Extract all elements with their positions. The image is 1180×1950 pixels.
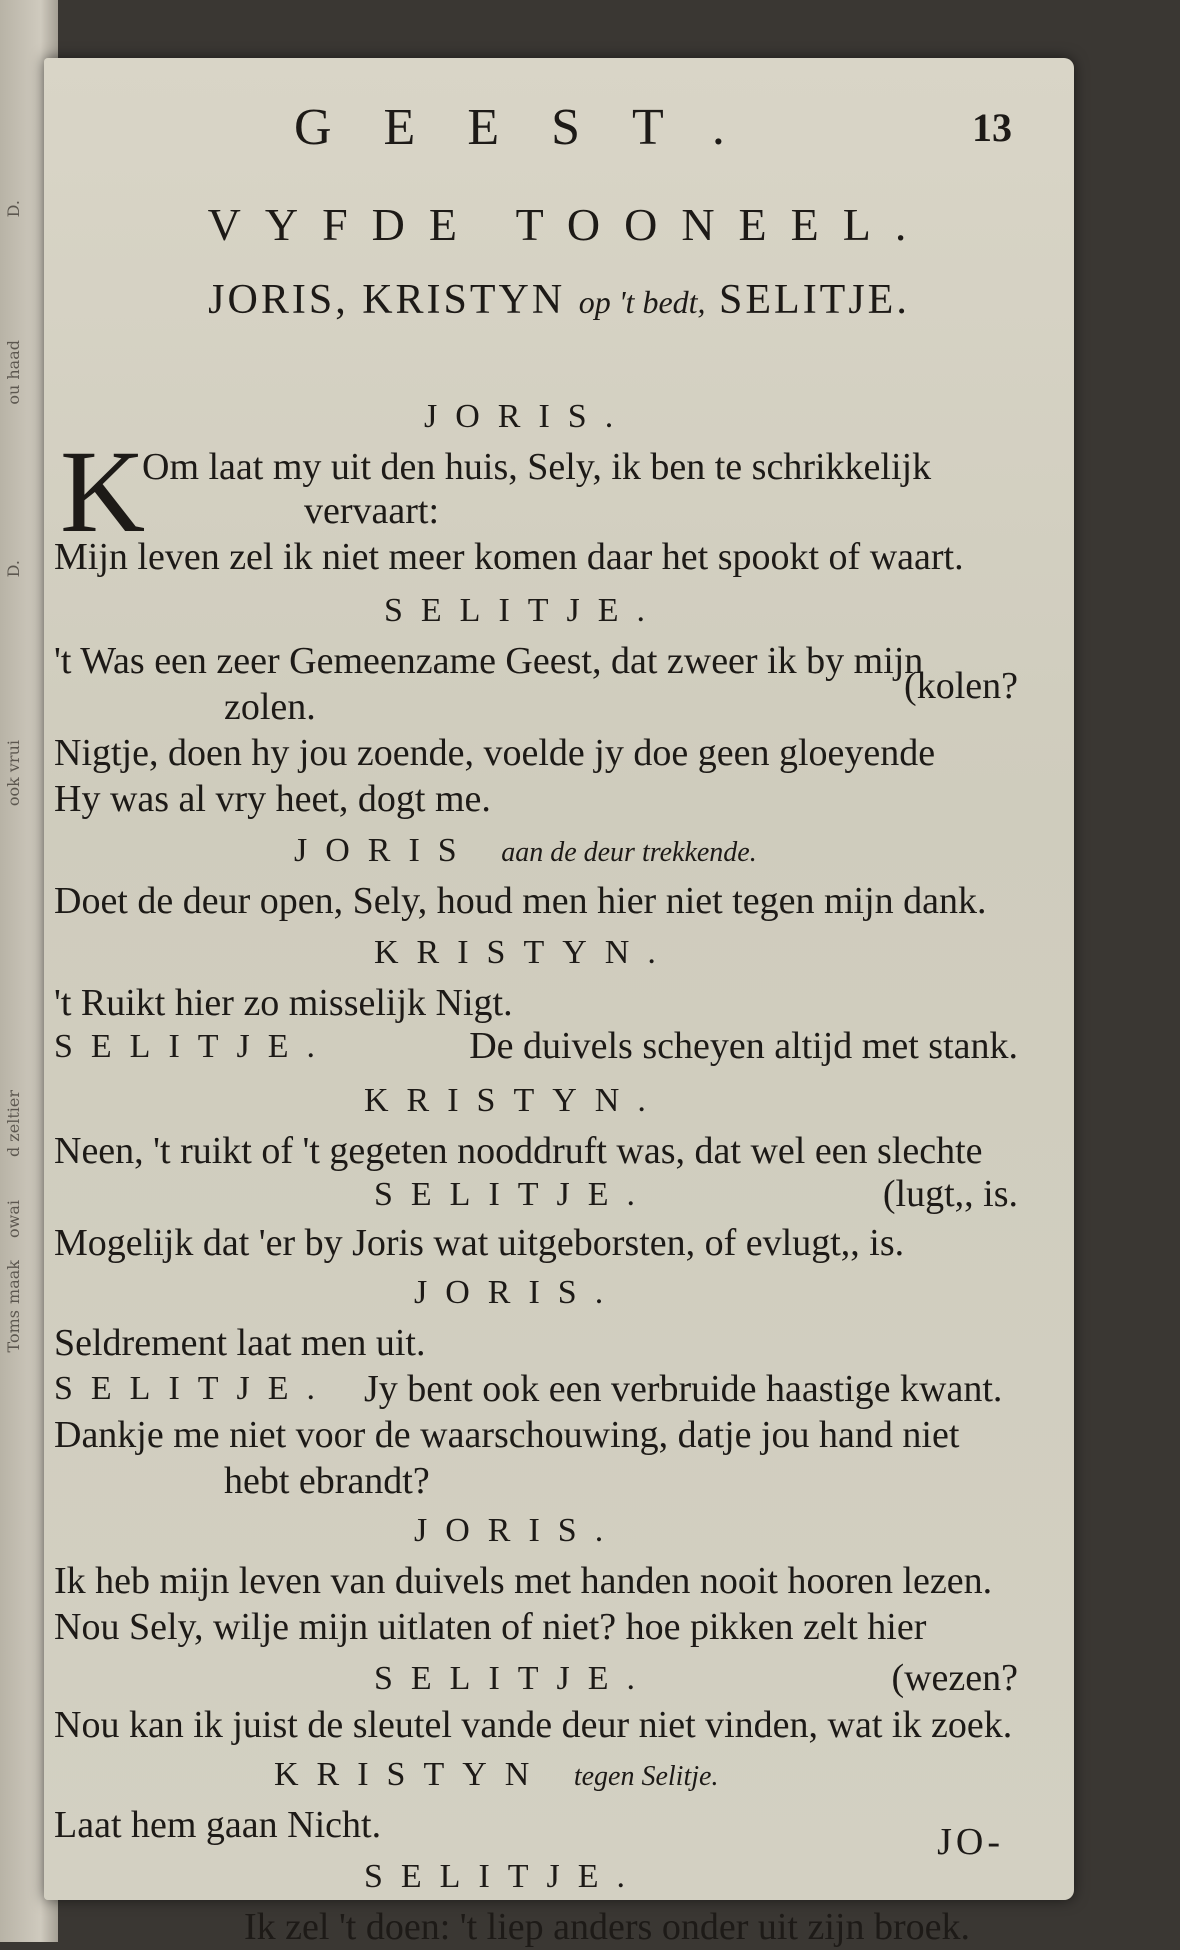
drop-cap: K [60, 426, 146, 557]
margin-fragment: ook vrui [4, 740, 23, 807]
margin-fragment: owai [4, 1200, 23, 1238]
cast-names: SELITJE. [719, 277, 910, 323]
verse-line: 't Ruikt hier zo misselijk Nigt. [54, 982, 513, 1024]
verse-line: vervaart: [304, 490, 440, 532]
verse-line: Mijn leven zel ik niet meer komen daar het spookt of waart. [54, 536, 964, 578]
margin-fragment: ou haad [4, 340, 23, 405]
speaker-label: JORIS. [414, 1274, 622, 1311]
verse-line: Om laat my uit den huis, Sely, ik ben te schrikkelijk [142, 446, 932, 488]
verse-line: Laat hem gaan Nicht. [54, 1804, 382, 1846]
stage-direction: aan de deur trekkende. [501, 837, 757, 868]
stage-direction: op 't bedt, [578, 284, 706, 320]
speaker-label: KRISTYN. [374, 934, 674, 971]
page-header [44, 98, 1074, 158]
verse-line: Neen, 't ruikt of 't gegeten nooddruft was, dat wel een slechte [54, 1130, 983, 1172]
verse-line: De duivels scheyen altijd met stank. [469, 1025, 1018, 1067]
book-page [44, 58, 1074, 1948]
speaker-label: SELITJE. [54, 1028, 334, 1065]
margin-fragment: D. [4, 200, 23, 218]
speaker-label: SELITJE. [54, 1370, 334, 1407]
verse-line: Dankje me niet voor de waarschouwing, datje jou hand niet [54, 1414, 960, 1456]
scene-title: VYFDE TOONEEL. [207, 199, 931, 250]
verse-turnover: (lugt,, is. [882, 1173, 1018, 1215]
verse-line: Doet de deur open, Sely, houd men hier niet tegen mijn dank. [54, 880, 987, 922]
speaker-label: SELITJE. [384, 592, 664, 629]
verse-line: zolen. [224, 686, 316, 728]
speaker-label: SELITJE. [374, 1176, 654, 1213]
page-number: 13 [972, 105, 1012, 150]
margin-fragment: maak [4, 1260, 23, 1304]
margin-fragment: D. [4, 560, 23, 578]
speaker-label: SELITJE. [364, 1858, 644, 1895]
verse-line: Ik zel 't doen: 't liep anders onder uit zijn broek. [244, 1906, 970, 1948]
speaker-label: JORIS. [414, 1512, 622, 1549]
speaker-label: SELITJE. [374, 1660, 654, 1697]
verse-turnover: (wezen? [891, 1657, 1018, 1699]
speaker-label [274, 1756, 718, 1794]
speaker-label: JORIS. [424, 398, 632, 435]
speaker-label: KRISTYN. [364, 1082, 664, 1119]
verse-line: Ik heb mijn leven van duivels met handen nooit hooren lezen. [54, 1560, 993, 1602]
margin-fragment: Toms [4, 1310, 23, 1353]
speaker-name: KRISTYN [274, 1756, 548, 1793]
verse-line: Jy bent ook een verbruide haastige kwant. [364, 1368, 1003, 1410]
verse-line: hebt ebrandt? [224, 1460, 430, 1502]
margin-fragment: d zeltier [4, 1090, 23, 1158]
verse-line: Nou kan ik juist de sleutel vande deur niet vinden, wat ik zoek. [54, 1704, 1013, 1746]
verse-line: Hy was al vry heet, dogt me. [54, 778, 491, 820]
stage-direction: tegen Selitje. [573, 1761, 719, 1792]
cast-names: JORIS, KRISTYN [208, 277, 566, 323]
speaker-name: JORIS [294, 832, 475, 869]
verse-line: Nigtje, doen hy jou zoende, voelde jy doe geen gloeyende [54, 732, 936, 774]
running-head: GEEST. [294, 99, 777, 156]
verse-turnover: (kolen? [904, 665, 1018, 707]
verse-line: Mogelijk dat 'er by Joris wat uitgeborsten, of evlugt,, is. [54, 1222, 905, 1264]
verse-line: Nou Sely, wilje mijn uitlaten of niet? hoe pikken zelt hier [54, 1606, 927, 1648]
speaker-label [294, 832, 757, 870]
verse-line: Seldrement laat men uit. [54, 1322, 426, 1364]
verse-line: 't Was een zeer Gemeenzame Geest, dat zweer ik by mijn [54, 640, 924, 682]
catchword: JO- [937, 1821, 1004, 1863]
cast-list [44, 276, 1074, 324]
